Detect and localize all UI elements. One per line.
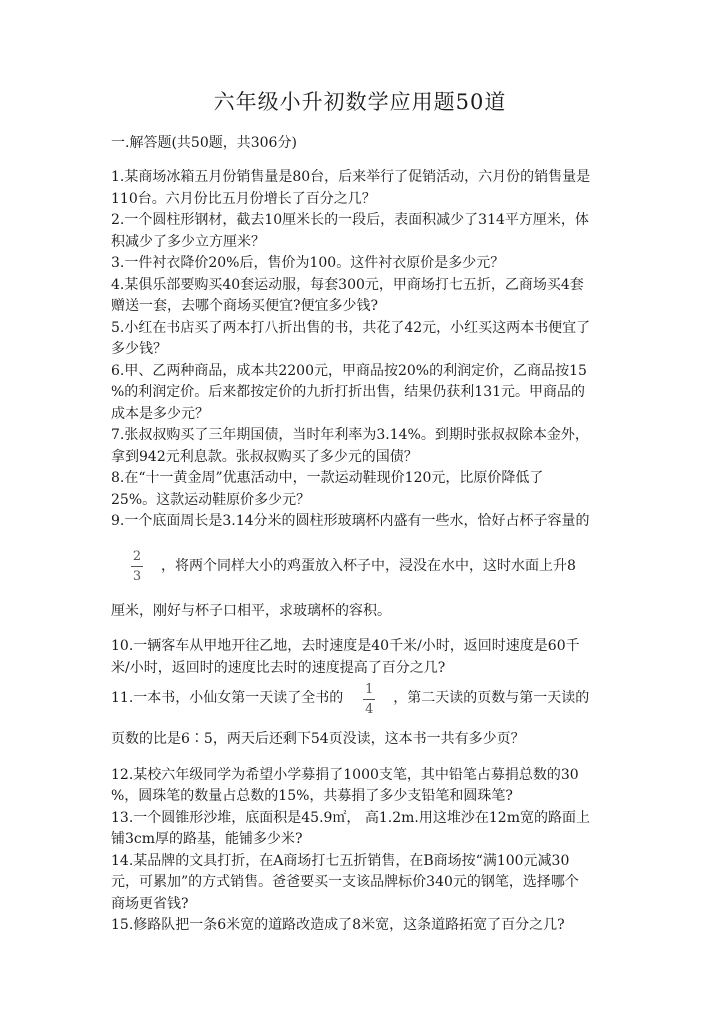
fraction-numerator: 2 (132, 549, 142, 564)
fraction-numerator: 1 (365, 681, 374, 697)
question-9 (111, 511, 611, 622)
question-10 (111, 636, 611, 679)
question-15 (111, 915, 611, 937)
fraction-one-quarter (363, 682, 375, 717)
question-line: 积减少了多少立方厘米？ (111, 233, 265, 250)
question-line: %，圆珠笔的数量占总数的15%，共募捐了多少支铅笔和圆珠笔? (111, 788, 513, 804)
fraction-row (111, 533, 611, 601)
question-line: 页数的比是6∶5，两天后还剩下54页没读，这本书一共有多少页？ (111, 731, 525, 747)
question-line: 15.修路队把一条6米宽的道路改造成了8米宽，这条道路拓宽了百分之几? (111, 917, 565, 933)
question-line: 13.一个圆锥形沙堆，底面积是45.9㎡， 高1.2m.用这堆沙在12m宽的路面上 (111, 809, 590, 826)
question-line: 3.一件衬衣降价20%后，售价为100。这件衬衣原价是多少元？ (111, 255, 505, 271)
question-8 (111, 468, 611, 511)
question-11 (111, 679, 611, 751)
question-line: %的利润定价。后来都按定价的九折打折出售，结果仍获利131元。甲商品的 (111, 384, 586, 400)
fraction-bar (131, 566, 143, 567)
question-12 (111, 765, 611, 808)
question-line: ，第二天读的页数与第一天读的 (393, 690, 590, 707)
question-line: 10.一辆客车从甲地开往乙地，去时速度是40千米/小时，返回时速度是60千 (111, 638, 580, 654)
question-1 (111, 167, 611, 210)
question-line: 14.某品牌的文具打折，在A商场打七五折销售，在B商场按“满100元减30 (111, 852, 570, 869)
question-line: 9.一个底面周长是3.14分米的圆柱形玻璃杯内盛有一些水，恰好占杯子容量的 (111, 513, 590, 529)
fraction-two-thirds (131, 549, 143, 584)
question-line: 110台。六月份比五月份增长了百分之几？ (111, 190, 376, 207)
question-line: 米/小时，返回时的速度比去时的速度提高了百分之几? (111, 659, 446, 676)
question-line: 商场更省钱? (111, 895, 189, 912)
question-list (111, 167, 611, 937)
question-line: 厘米，刚好与杯子口相平，求玻璃杯的容积。 (111, 602, 391, 619)
page-title: 六年级小升初数学应用题50道 (213, 90, 507, 114)
question-3 (111, 253, 611, 275)
question-line: 5.小红在书店买了两本打八折出售的书，共花了42元，小红买这两本书便宜了 (111, 319, 591, 336)
question-line: 赠送一套，去哪个商场买便宜?便宜多少钱? (111, 298, 379, 314)
question-line: 4.某俱乐部要购买40套运动服，每套300元，甲商场打七五折，乙商场买4套 (111, 276, 584, 293)
question-line: 铺3cm厚的路基，能铺多少米? (111, 831, 303, 847)
question-line: 11.一本书，小仙女第一天读了全书的 (111, 690, 344, 707)
fraction-bar (363, 699, 375, 700)
question-4 (111, 275, 611, 318)
question-6 (111, 361, 611, 426)
question-13 (111, 808, 611, 851)
question-line: 8.在“十一黄金周”优惠活动中，一款运动鞋现价120元，比原价降低了 (111, 470, 544, 486)
question-line: ，将两个同样大小的鸡蛋放入杯子中，浸没在水中，这时水面上升8 (161, 557, 576, 574)
question-line: 12.某校六年级同学为希望小学募捐了1000支笔，其中铅笔占募捐总数的30 (111, 766, 579, 783)
question-line: 2.一个圆柱形钢材，截去10厘米长的一段后，表面积减少了314平方厘米，体 (111, 212, 589, 228)
question-line: 成本是多少元？ (111, 405, 209, 422)
fraction-row (111, 679, 611, 719)
question-line: 25%。这款运动鞋原价多少元？ (111, 491, 311, 508)
question-line: 1.某商场冰箱五月份销售量是80台，后来举行了促销活动，六月份的销售量是 (111, 169, 591, 185)
question-line: 7.张叔叔购买了三年期国债，当时年利率为3.14%。到期时张叔叔除本金外， (111, 427, 589, 443)
question-7 (111, 425, 611, 468)
section-heading: 一.解答题(共50题，共306分) (111, 135, 297, 151)
question-2 (111, 210, 611, 253)
question-line: 6.甲、乙两种商品，成本共2200元，甲商品按20%的利润定价，乙商品按15 (111, 362, 587, 379)
fraction-denominator: 4 (365, 701, 374, 717)
question-14 (111, 851, 611, 916)
question-line: 元，可累加”的方式销售。爸爸要买一支该品牌标价340元的钢笔，选择哪个 (111, 874, 579, 890)
fraction-denominator: 3 (132, 569, 142, 584)
question-line: 拿到942元利息款。张叔叔购买了多少元的国债？ (111, 448, 418, 465)
question-5 (111, 318, 611, 361)
question-line: 多少钱？ (111, 341, 167, 357)
